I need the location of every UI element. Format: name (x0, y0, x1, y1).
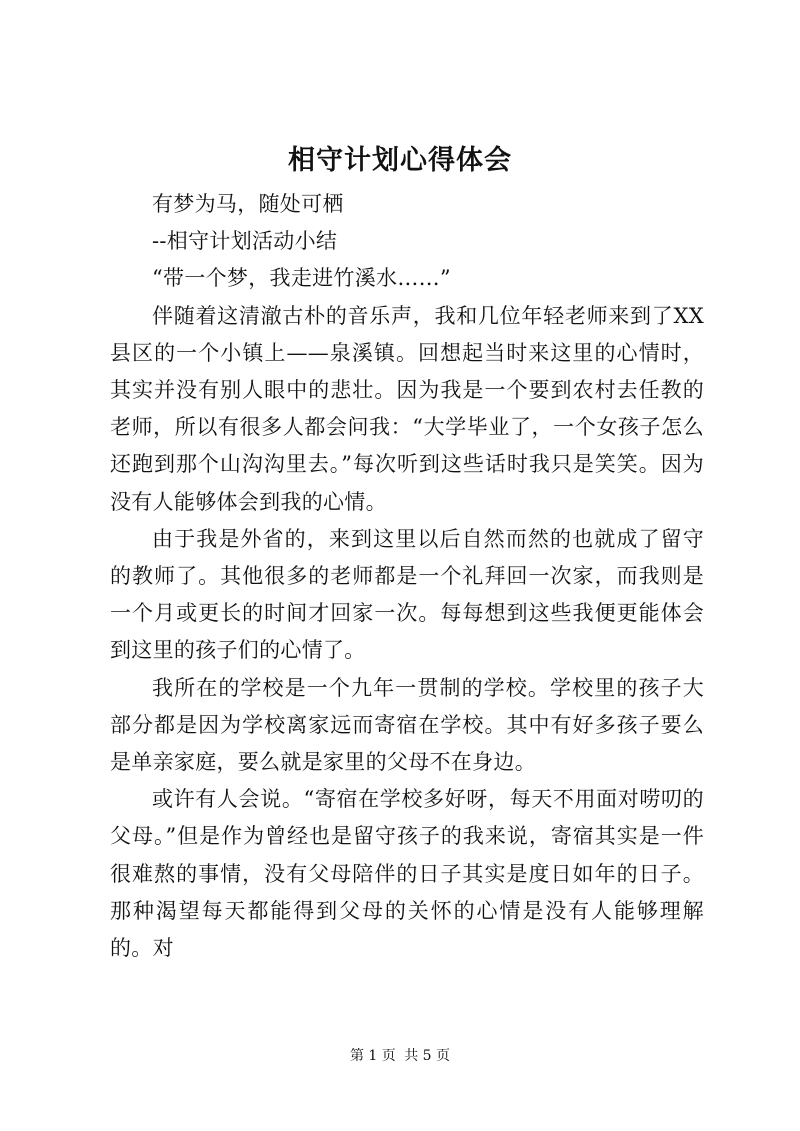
document-title: 相守计划心得体会 (288, 145, 512, 176)
paragraph: 或许有人会说。“寄宿在学校多好呀，每天不用面对唠叨的父母。”但是作为曾经也是留守孩子的我来说，寄宿其实是一件很难熬的事情，没有父母陪伴的日子其实是度日如年的日子。那种渴望每天都能得到父母的关怀的心情是没有人能够理解的。对 (110, 787, 704, 961)
paragraph: 由于我是外省的，来到这里以后自然而然的也就成了留守的教师了。其他很多的老师都是一个礼拜回一次家，而我则是一个月或更长的时间才回家一次。每每想到这些我便更能体会到这里的孩子们的心情了。 (110, 526, 704, 663)
subtitle-line-1: 有梦为马，随处可栖 (152, 192, 344, 216)
page-total: 共 5 页 (404, 1048, 451, 1064)
quote-line: “带一个梦，我走进竹溪水……” (152, 266, 451, 291)
page-number: 第 1 页 (349, 1048, 396, 1064)
document-body (110, 186, 704, 967)
paragraph: 我所在的学校是一个九年一贯制的学校。学校里的孩子大部分都是因为学校离家远而寄宿在学校。其中有好多孩子要么是单亲家庭，要么就是家里的父母不在身边。 (110, 675, 704, 775)
subtitle-line-2: --相守计划活动小结 (152, 229, 338, 254)
page-footer (0, 1046, 800, 1066)
paragraph: 伴随着这清澈古朴的音乐声，我和几位年轻老师来到了XX县区的一个小镇上——泉溪镇。回想起当时来这里的心情时，其实并没有别人眼中的悲壮。因为我是一个要到农村去任教的老师，所以有很多人都会问我：“大学毕业了，一个女孩子怎么还跑到那个山沟沟里去。”每次听到这些话时我只是笑笑。因为没有人能够体会到我的心情。 (110, 303, 704, 514)
